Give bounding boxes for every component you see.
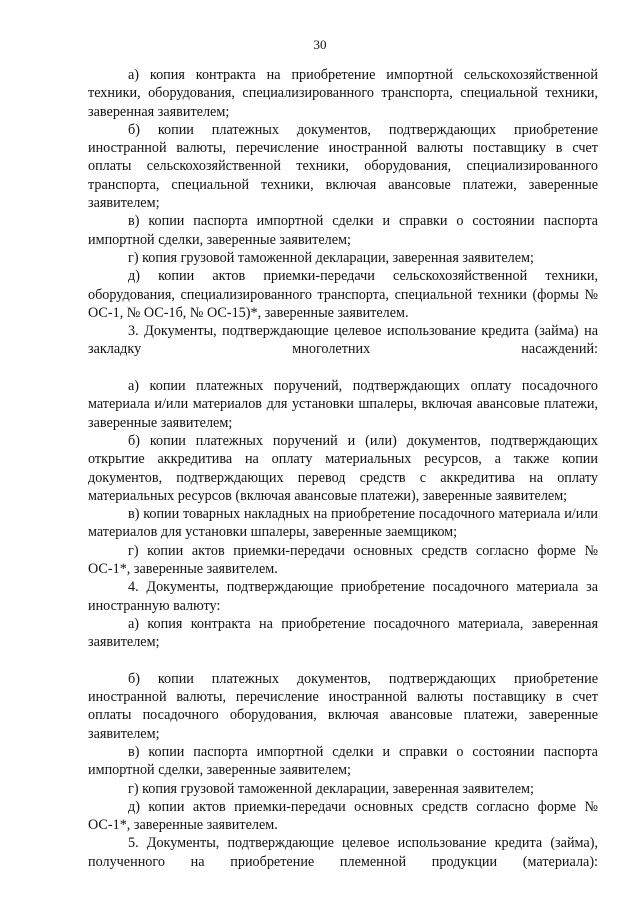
paragraph-4d: д) копии актов приемки-передачи основных средств согласно форме № ОС-1*, заверенные заявителем. [88,798,598,834]
paragraph-2a: а) копия контракта на приобретение импортной сельскохозяйственной техники, оборудования, специализированного транспорта, специальной техники, заверенная заявителем; [88,67,598,120]
paragraph-2g: г) копия грузовой таможенной декларации, заверенная заявителем; [128,249,534,266]
paragraph-3-heading: 3. Документы, подтверждающие целевое использование кредита (займа) на закладку многолетних насаждений: [88,323,598,358]
paragraph-4v: в) копии паспорта импортной сделки и справки о состоянии паспорта импортной сделки, заверенные заявителем; [88,743,598,779]
paragraph-2d: д) копии актов приемки-передачи сельскохозяйственной техники, оборудования, специализированного транспорта, специальной техники (формы № ОС-1, № ОС-1б, № ОС-15)*, заверенные заявителем. [88,268,598,321]
paragraph-2v: в) копии паспорта импортной сделки и справки о состоянии паспорта импортной сделки, заверенные заявителем; [88,213,598,248]
paragraph-4b: б) копии платежных документов, подтверждающих приобретение иностранной валюты, перечисление иностранной валюты поставщику в счет оплаты посадочного оборудования, включая авансовые платежи, заверенные заявителем; [88,670,598,742]
paragraph-3a: а) копии платежных поручений, подтверждающих оплату посадочного материала и/или материалов для установки шпалеры, включая авансовые платежи, заверенные заявителем; [88,378,598,431]
paragraph-3g: г) копии актов приемки-передачи основных средств согласно форме № ОС-1*, заверенные заявителем. [88,542,598,578]
paragraph-2b: б) копии платежных документов, подтверждающих приобретение иностранной валюты, перечисление иностранной валюты поставщику в счет оплаты сельскохозяйственной техники, оборудования, специализированного транспорта, специальной техники, включая авансовые платежи, заверенные заявителем; [88,121,598,212]
page-number: 30 [313,37,327,52]
paragraph-4g: г) копия грузовой таможенной декларации, заверенная заявителем; [128,780,534,797]
paragraph-4a: а) копия контракта на приобретение посадочного материала, заверенная заявителем; [88,615,598,651]
paragraph-5-heading: 5. Документы, подтверждающие целевое использование кредита (займа), полученного на приобретение племенной продукции (материала): [88,835,598,870]
paragraph-4-heading: 4. Документы, подтверждающие приобретение посадочного материала за иностранную валюту: [88,579,598,614]
document-body [88,66,598,889]
paragraph-3b: б) копии платежных поручений и (или) документов, подтверждающих открытие аккредитива на оплату материальных ресурсов, а также копии документов, подтверждающих перевод средств с аккредитива на оплату материальных ресурсов (включая авансовые платежи), заверенные заявителем; [88,432,598,504]
paragraph-3v: в) копии товарных накладных на приобретение посадочного материала и/или материалов для установки шпалеры, заверенные заемщиком; [88,506,598,541]
